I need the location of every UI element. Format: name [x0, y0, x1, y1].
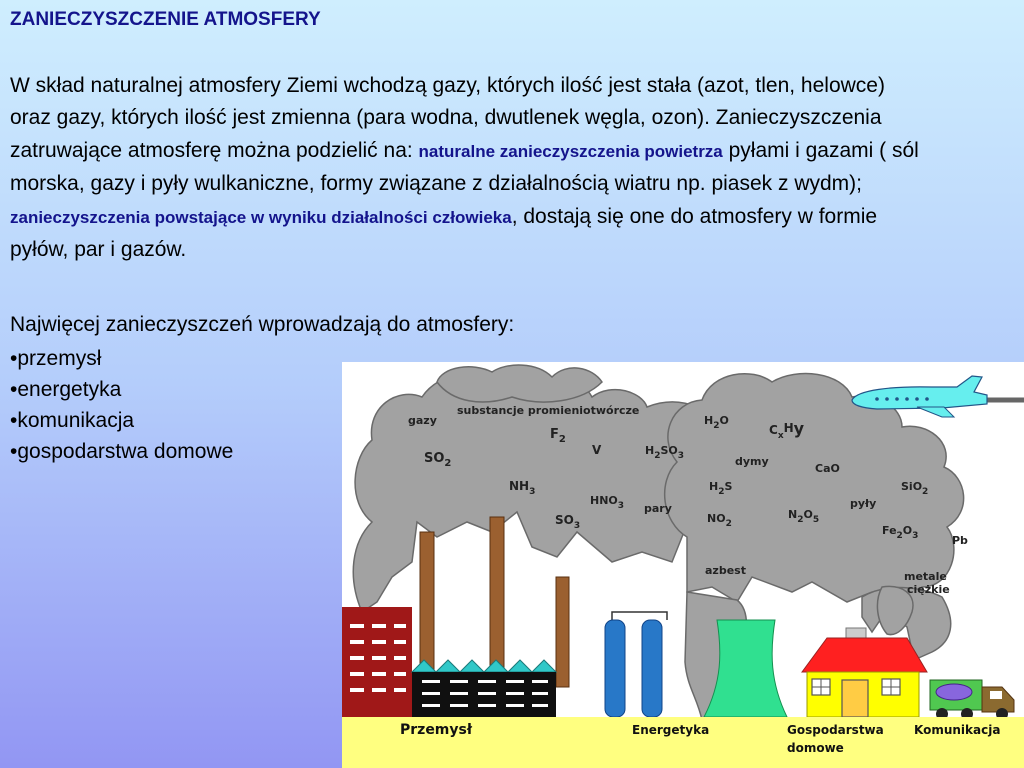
truck-icon [930, 680, 1014, 720]
industry-building [342, 607, 412, 717]
label-fe2o3: $Fe_2O_3$ [882, 524, 919, 541]
natural-pollution-term: naturalne zanieczyszczenia powietrza [418, 141, 723, 161]
label-h2so3: $H_2SO_3$ [645, 444, 685, 461]
list-item: •komunikacja [10, 409, 135, 432]
label-domowe: domowe [787, 741, 844, 755]
paragraph-text-2: pyłami i gazami ( sól morska, gazy i pyły wulkaniczne, formy związane z działalnością wiatru np. piasek z wydm); [10, 138, 919, 196]
label-so2: $SO_2$ [424, 451, 452, 469]
sources-list [10, 343, 233, 467]
energy-tanks-icon [605, 612, 667, 717]
label-energetyka: Energetyka [632, 723, 710, 737]
list-item: •gospodarstwa domowe [10, 440, 234, 463]
label-azbest: azbest [705, 564, 746, 577]
label-dymy: dymy [735, 455, 769, 468]
label-pary: pary [644, 502, 672, 515]
label-gazy: gazy [408, 414, 437, 427]
label-pb: Pb [952, 534, 968, 547]
slide-title: ZANIECZYSZCZENIE ATMOSFERY [10, 9, 321, 30]
house-icon [802, 628, 927, 717]
label-no2: $NO_2$ [707, 512, 732, 529]
label-ciezkie: ciężkie [907, 583, 950, 596]
label-v: V [592, 443, 602, 457]
label-sio2: SiO$_2$ [901, 480, 929, 497]
label-komunikacja: Komunikacja [914, 723, 1001, 737]
label-h2s: $H_2S$ [709, 480, 733, 497]
label-so3: $SO_3$ [555, 513, 581, 531]
paragraph-text-1: W skład naturalnej atmosfery Ziemi wchodzą gazy, których ilość jest stała (azot, tlen, helowce) oraz gazy, których ilość jest zmienna (para wodna, dwutlenek węgla, ozon). Zanieczyszczenia zatruwające atmosferę można podzielić na: [10, 74, 885, 162]
paragraph-text-3: , dostają się one do atmosfery w formie pyłów, par i gazów. [10, 204, 878, 262]
human-pollution-term: zanieczyszczenia powstające w wyniku działalności człowieka [10, 207, 512, 227]
label-pyly: pyły [850, 497, 877, 510]
label-cao: CaO [815, 462, 840, 475]
pollution-illustration [342, 362, 1024, 768]
label-substancje: substancje promieniotwórcze [457, 404, 640, 417]
label-gospodarstwa: Gospodarstwa [787, 723, 884, 737]
list-item: •przemysł [10, 347, 102, 370]
list-item: •energetyka [10, 378, 122, 401]
label-przemysl: Przemysł [400, 722, 473, 738]
label-n2o5: $N_2O_5$ [788, 508, 820, 525]
label-cxhy: $C_xHy$ [769, 419, 805, 441]
intro-paragraph [10, 70, 930, 266]
label-f2: $F_2$ [550, 427, 566, 445]
label-metale: metale [904, 570, 947, 583]
label-nh3: $NH_3$ [509, 479, 536, 497]
label-h2o: $H_2O$ [704, 414, 729, 431]
sources-intro: Najwięcej zanieczyszczeń wprowadzają do atmosfery: [10, 313, 515, 336]
label-hno3: $HNO_3$ [590, 494, 625, 511]
